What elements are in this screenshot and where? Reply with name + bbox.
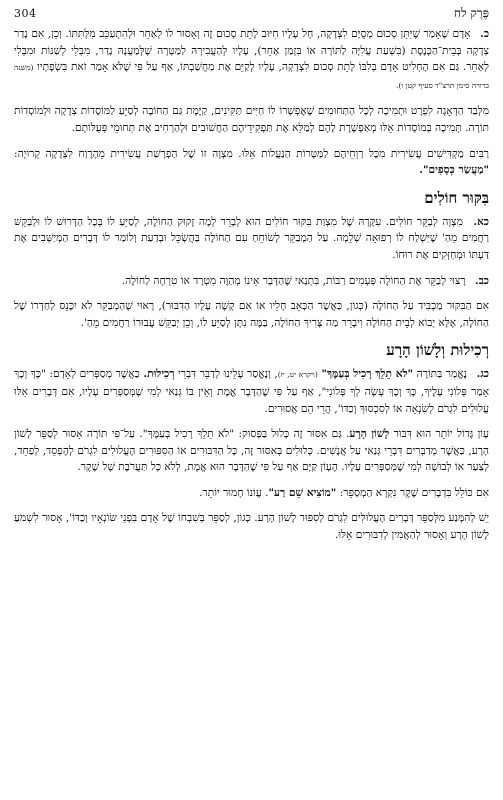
term-motzi-shem-ra: "מוֹצִיא שֵׁם רַע" <box>268 486 337 499</box>
paragraph-lashon-hara <box>14 426 489 476</box>
section-heading-bikur-cholim: בִּקּוּר חוֹלִים <box>424 188 489 207</box>
paragraph-lead: אִם כּוֹלֵל בִּדְבָרִים שֶׁקֶר נִקְרָא הַמְסַפֵּר: <box>339 486 489 499</box>
paragraph-marker: כ. <box>480 28 489 40</box>
paragraph-lead: נֶאֱמַר בַּתּוֹרָה <box>416 368 468 381</box>
paragraph-lead: עָוֹן גָּדוֹל יוֹתֵר הוּא דִּבּוּר <box>393 428 490 441</box>
paragraph-23 <box>14 366 489 417</box>
verse-quote: "לֹא תֵלֵךְ רָכִיל בְּעַמֶּךָ" <box>321 368 414 381</box>
section-heading-rechilut: רְכִילוּת וְלָשׁוֹן הָרָע <box>386 341 489 360</box>
source-reference: (משנה ברורה סימן תרצ"ד סעיף קטן ו). <box>14 63 489 90</box>
running-head: פֶּרֶק לח <box>453 5 489 20</box>
paragraph-avoid: יֵשׁ לְהִמָּנַע מִלְּסַפֵּר דְּבָרִים הָעֲלוּלִים לִגְרֹם לְסִפּוּר לָשׁוֹן הָרָע. כְּגוֹן, לְסַפֵּר בְּשִׁבְחוֹ שֶׁל אָדָם בִּפְנֵי שׂוֹנְאָיו וְכַדּוֹ', אָסוּר לִשְׁמֹעַ לָשׁוֹן הָרָע וְאָסוּר לְהַאֲמִין לְדִבּוּרִים אֵלּוּ. <box>14 512 489 542</box>
paragraph-21 <box>14 214 489 264</box>
paragraph-text: . גַּם אִסּוּר זֶה כָּלוּל בַּפָּסוּק: "לֹא תֵלֵךְ רָכִיל בְּעַמֶּךָ". עַל־פִּי תּוֹרָה אָסוּר לְסַפֵּר לָשׁוֹן הָרָע, כַּאֲשֶׁר מְדַבְּרִים דִּבְרֵי גְּנַאי עַל אֲנָשִׁים. כְּלוּלִים בְּאִסּוּר זֶה, כָּל הַדִּבּוּרִים אוֹ הַסִּפּוּרִים הָעֲלוּלִים לִגְרֹם לְהֶפְסֵד, לְפַחֵד, לְצַעַר אוֹ לְבוּשָׁה לְמִי שֶׁמְּסַפְּרִים עָלָיו. הֶעָוֹן קַיָּם אַף עַל פִּי שֶׁהַדָּבָר הוּא אֱמֶת, לְלֹא כָּל תַּעֲרֹבֶת שֶׁל שֶׁקֶר. <box>14 428 489 474</box>
paragraph-text: כַּאֲשֶׁר מְסַפְּרִים לְאָדָם: "כָּךְ וְכָךְ אָמַר פְּלוֹנִי עָלֶיךָ, כָּךְ וְכָךְ עָשָׂה לְךָ פְּלוֹנִי", אַף עַל פִּי שֶׁהַדָּבָר אֱמֶת וְאֵין בּוֹ גְּנַאי לְמִי שֶׁמְּסַפְּרִים עָלָיו, אִם דְּבָרִים אֵלּוּ עֲלוּלִים לִגְרֹם לְשִׂנְאָה אוֹ לְסִכְסוּךְ וְכַדּוֹ', הֲרֵי הֵם אֲסוּרִים. <box>14 368 489 415</box>
paragraph-text: אָדָם שֶׁאָמַר שֶׁיִּתֵּן סְכוּם מְסֻיָּם לִצְדָקָה, חָל עָלָיו חִיּוּב לָתֵת סְכוּם זֶה וְאָסוּר לוֹ לְאַחֵר וּלְהִתְעַכֵּב מִלְּתִתּוֹ. וְכֵן, אִם נָדַר צְדָקָה בְּבֵית־הַכְּנֶסֶת (בִּשְׁעַת עֲלִיָּה לַתּוֹרָה אוֹ בִּזְמַן אַחֵר), עָלָיו לְהַעֲבִירָהּ לַמַּטָּרָה שֶׁלְּמַעֲנָהּ נָדַר, מִבְּלִי לְשַׁנּוֹת וּמִבְּלִי לְאַחֵר. גַּם אִם הֶחְלִיט אָדָם בְּלִבּוֹ לָתֵת סְכוּם לִצְדָקָה, עָלָיו לְקַיֵּם אֶת מַחֲשַׁבְתּוֹ, אַף עַל פִּי שֶׁלֹּא אָמַר זֹאת בִּשְׂפָתָיו <box>14 28 489 74</box>
paragraph-motzi-shem-ra <box>14 485 489 502</box>
paragraph-text: . עֲוֹנוֹ חָמוּר יוֹתֵר. <box>199 486 269 499</box>
paragraph-text: , וְנֶאֱסַר עָלֵינוּ לְדַבֵּר דִּבְרֵי <box>177 368 278 381</box>
paragraph-20 <box>14 26 489 94</box>
paragraph-22 <box>14 273 489 290</box>
paragraph-charity-institutions: מִלְּבַד הַדְּאָגָה לִפְרָט וּתְמִיכָה לְכָל הַתְּחוּמִים שֶׁאֶפְשָׁרוֹ לוֹ חַיִּים תַּקִּינִים, קַיֶּמֶת גַּם הַחוֹבָה לְסַיֵּעַ לַמּוֹסָדוֹת צְדָקָה וּלְמוֹסְדוֹת תּוֹרָה. תְּמִיכָה בְּמוֹסָדוֹת אֵלּוּ מְאַפְשֶׁרֶת לָהֶם לְמַלֵּא אֶת תַּפְקִידֵיהֶם הַחֲשׁוּבִים וּלְהַרְחִיב אֶת תְּחוּמֵי פְּעֻלּוֹתָם. <box>14 105 489 134</box>
term-lashon-hara: לָשׁוֹן הָרָע <box>349 428 390 441</box>
source-reference: (ויקרא יט, יז) <box>277 370 318 380</box>
term-rechilut: רְכִילוּת. <box>143 368 175 381</box>
term-maaser: "מַעֲשַׂר כְּסָפִים". <box>419 164 489 177</box>
paragraph-marker: כג. <box>476 368 489 381</box>
paragraph-marker: כב. <box>475 274 489 287</box>
page-number: 304 <box>14 6 37 20</box>
page-header <box>14 4 489 22</box>
paragraph-tithe <box>14 146 489 179</box>
paragraph-text: מִצְוָה לְבַקֵּר חוֹלִים. עִקָּרָהּ שֶׁל מִצְוַת בִּקּוּר חוֹלִים הוּא לְבָרֵר לְמָה זָקוּק הַחוֹלֶה, לְסַיֵּעַ לוֹ בְּכָל הַדָּרוּשׁ לוֹ וּלְבַקֵּשׁ רַחֲמִים מֵהַ' שֶׁיִּשְׁלַח לוֹ רְפוּאָה שְׁלֵמָה. עַל הַמְבַקֵּר לְשׂוֹחֵחַ עִם הַחוֹלֶה בַּהֲשְׂכֵּל וּבְדַעַת וְלוֹמַר לוֹ דְּבָרִים הַמְיַשְּׁבִים אֶת דַּעְתּוֹ וּמְחַזְּקִים אֶת רוּחוֹ. <box>14 215 489 261</box>
paragraph-text: רָצוּי לְבַקֵּר אֶת הַחוֹלֶה פְּעָמִים רַבּוֹת, בִּתְנַאי שֶׁהַדָּבָר אֵינוֹ מְהַוֶּה מִטְרָד אוֹ טִרְחָה לַחוֹלֶה. <box>121 274 466 287</box>
paragraph-marker: כא. <box>473 215 489 228</box>
paragraph-visit-burden: אִם הַבִּקּוּר מַכְבִּיד עַל הַחוֹלֶה (כְּגוֹן, כַּאֲשֶׁר הַכְּאֵב חָלֵיו אוֹ אִם קָשֶׁה עָלָיו הַדִּבּוּר), רָאוּי שֶׁהַמְבַקֵּר לֹא יִכָּנֵס לְחַדְרוֹ שֶׁל הַחוֹלֶה, אֶלָּא יָבוֹא לְבֵית הַחוֹלֶה וִיבָרֵר מַה צָּרִיךְ הַחוֹלֶה, בַּמֶּה נִתָּן לְסַיֵּעַ לוֹ, וְכֵן יְבַקֵּשׁ עֲבוּרוֹ רַחֲמִים מֵהַ'. <box>14 300 489 329</box>
paragraph-text: רַבִּים מַקְדִּישִׁים עֲשִׂירִית מִכָּל רַוְחֵיהֶם לַמַּטָּרוֹת הַנַּעֲלוֹת אֵלּוּ. מִצְוָה זוֹ שֶׁל הַפְרָשַׁת עֲשִׂירִית מֵהָרֶוַח לִצְדָקָה קְרוּיָה: <box>14 147 489 160</box>
